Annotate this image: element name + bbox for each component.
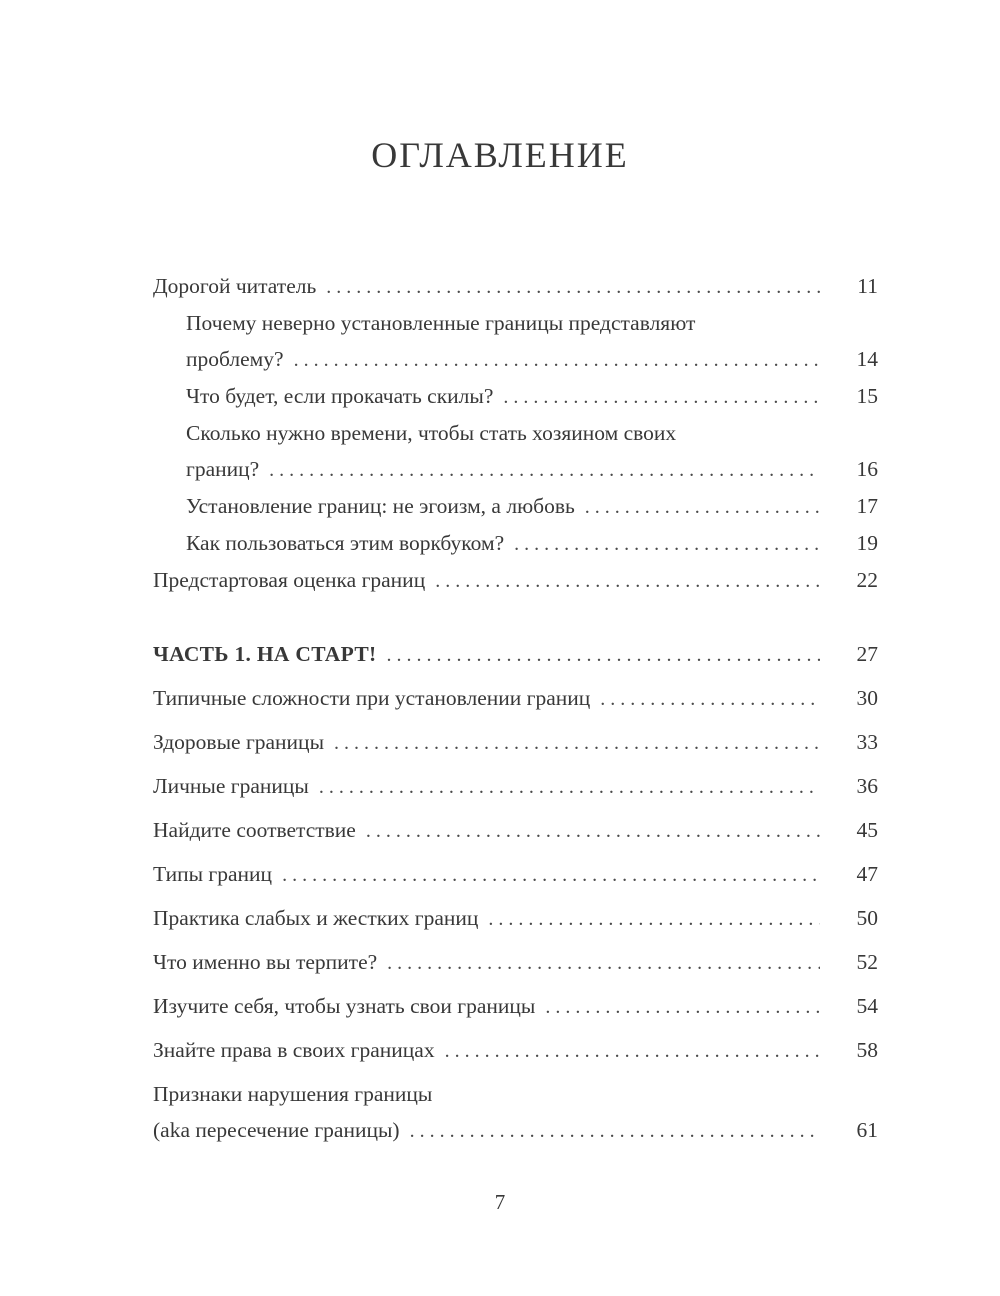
toc-entry-line <box>153 562 878 599</box>
toc-entry-text: Найдите соответствие <box>153 818 356 842</box>
toc-entry <box>153 812 878 849</box>
toc-entry-line <box>153 268 878 305</box>
toc-entry-text: Что будет, если прокачать скилы? <box>186 384 494 408</box>
toc-entry-line <box>186 305 878 341</box>
dot-leader <box>334 724 820 761</box>
toc-entry-text: Сколько нужно времени, чтобы стать хозяином своих <box>186 421 677 445</box>
dot-leader <box>435 562 820 599</box>
toc-entry <box>153 636 878 673</box>
toc-entry-line <box>186 451 878 488</box>
toc-entry-page-number: 47 <box>856 862 878 886</box>
toc-entry-text: Практика слабых и жестких границ <box>153 906 479 930</box>
toc-entry-line <box>153 636 878 673</box>
dot-leader <box>600 680 820 717</box>
dot-leader <box>445 1032 820 1069</box>
toc-entry <box>153 680 878 717</box>
toc-entry-page-number: 61 <box>856 1118 878 1142</box>
toc-entry-text: Знайте права в своих границах <box>153 1038 435 1062</box>
toc-entry <box>153 305 878 378</box>
toc-entry-text: ЧАСТЬ 1. НА СТАРТ! <box>153 642 377 666</box>
toc-entry <box>153 900 878 937</box>
toc-entry <box>153 562 878 599</box>
toc-entry-line <box>186 341 878 378</box>
toc-entry-text: Признаки нарушения границы <box>153 1082 433 1106</box>
dot-leader <box>585 488 820 525</box>
toc-entry-text: проблему? <box>186 347 284 371</box>
toc-entry-page-number: 17 <box>856 494 878 518</box>
toc-entry-page-number: 50 <box>856 906 878 930</box>
toc-entry <box>153 1032 878 1069</box>
toc-entry <box>153 724 878 761</box>
toc-entry <box>153 988 878 1025</box>
toc-entry-text: Личные границы <box>153 774 309 798</box>
toc-entry-text: Установление границ: не эгоизм, а любовь <box>186 494 575 518</box>
toc-entry-line <box>153 1112 878 1149</box>
toc-entry-text: Дорогой читатель <box>153 274 317 298</box>
dot-leader <box>488 900 820 937</box>
toc-entry-text: Предстартовая оценка границ <box>153 568 426 592</box>
toc-entry-text: Типы границ <box>153 862 273 886</box>
toc-entry-text: Почему неверно установленные границы представляют <box>186 311 696 335</box>
toc-entry <box>153 856 878 893</box>
dot-leader <box>514 525 820 562</box>
toc-group <box>153 268 878 599</box>
toc-entry-page-number: 30 <box>856 686 878 710</box>
toc-entry-page-number: 15 <box>856 384 878 408</box>
toc-entry-text: границ? <box>186 457 260 481</box>
toc-entry <box>153 768 878 805</box>
toc-entry-page-number: 22 <box>856 568 878 592</box>
dot-leader <box>294 341 820 378</box>
toc-entry-page-number: 14 <box>856 347 878 371</box>
toc-entry <box>153 1076 878 1149</box>
toc-entry-page-number: 16 <box>856 457 878 481</box>
toc-entry <box>153 944 878 981</box>
dot-leader <box>282 856 820 893</box>
page-number: 7 <box>494 1190 506 1214</box>
toc-entry-page-number: 54 <box>856 994 878 1018</box>
toc-entry-line <box>153 812 878 849</box>
toc-entry-line <box>153 724 878 761</box>
toc-entry-page-number: 58 <box>856 1038 878 1062</box>
dot-leader <box>387 944 820 981</box>
toc-entry <box>153 488 878 525</box>
dot-leader <box>410 1112 820 1149</box>
toc-entry-text: (aka пересечение границы) <box>153 1118 400 1142</box>
toc-group <box>153 636 878 1149</box>
toc-entry-line <box>186 378 878 415</box>
toc-entry-text: Что именно вы терпите? <box>153 950 378 974</box>
page-title: ОГЛАВЛЕНИЕ <box>371 135 629 175</box>
toc-entry-line <box>186 525 878 562</box>
toc-entry <box>153 415 878 488</box>
toc-entry <box>153 268 878 305</box>
toc-entry-page-number: 19 <box>856 531 878 555</box>
toc-entry-page-number: 33 <box>856 730 878 754</box>
toc-entry-line <box>153 1032 878 1069</box>
toc-entry-page-number: 52 <box>856 950 878 974</box>
toc-entry-text: Как пользоваться этим воркбуком? <box>186 531 505 555</box>
toc-entry-text: Изучите себя, чтобы узнать свои границы <box>153 994 536 1018</box>
toc-entry-line <box>186 415 878 451</box>
toc-entry-line <box>153 680 878 717</box>
dot-leader <box>319 768 820 805</box>
dot-leader <box>503 378 820 415</box>
dot-leader <box>366 812 820 849</box>
toc-entry-page-number: 45 <box>856 818 878 842</box>
toc-entry <box>153 378 878 415</box>
dot-leader <box>326 268 820 305</box>
toc-entry-page-number: 11 <box>857 274 878 298</box>
toc-entry-line <box>153 944 878 981</box>
toc-entry-line <box>186 488 878 525</box>
toc-entry-line <box>153 768 878 805</box>
dot-leader <box>386 636 820 673</box>
toc-entry-page-number: 27 <box>856 642 878 666</box>
toc-entry-line <box>153 900 878 937</box>
dot-leader <box>545 988 820 1025</box>
toc-entry-line <box>153 856 878 893</box>
toc-content <box>153 268 878 1149</box>
toc-entry-page-number: 36 <box>856 774 878 798</box>
toc-entry-text: Типичные сложности при установлении границ <box>153 686 591 710</box>
dot-leader <box>269 451 820 488</box>
toc-list <box>153 268 878 1149</box>
toc-entry-line <box>153 1076 878 1112</box>
toc-entry-line <box>153 988 878 1025</box>
toc-entry-text: Здоровые границы <box>153 730 325 754</box>
toc-entry <box>153 525 878 562</box>
